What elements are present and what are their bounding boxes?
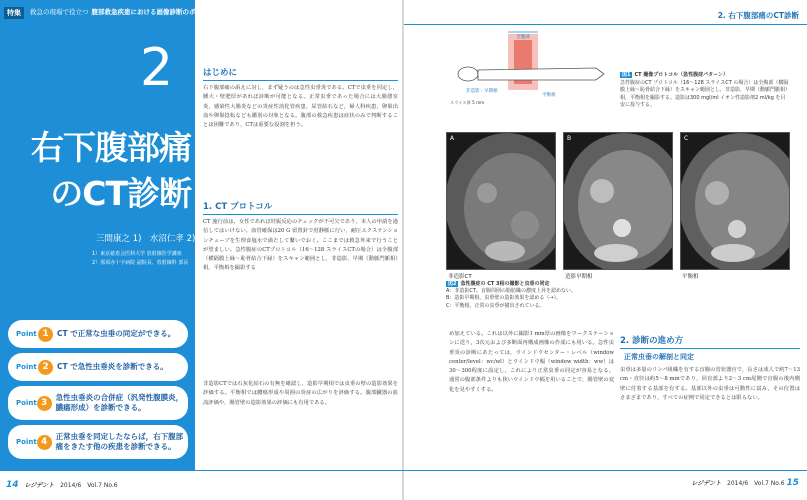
pelvic-bone: [711, 244, 755, 262]
magazine-name: レジデント: [24, 482, 55, 489]
bowel-loop: [511, 211, 539, 239]
point-label: Point: [16, 438, 37, 446]
figure2-caption: [446, 281, 786, 310]
figure1-caption: [620, 72, 790, 110]
point-number-badge: 4: [37, 435, 52, 450]
point-item: [8, 425, 188, 459]
author-names: 三間康之 1) 水沼仁孝 2): [96, 234, 196, 244]
point-item: [8, 353, 188, 381]
point-number-badge: 3: [37, 396, 52, 411]
ct-protocol-heading: 1. CT プロトコル: [203, 200, 398, 215]
header-rule: [404, 24, 807, 25]
right-footer: [691, 478, 799, 488]
chapter-title: 右下腹部痛のCT診断: [31, 128, 191, 213]
figure1-tag: 図1: [622, 72, 631, 78]
point-item: [8, 320, 188, 348]
ct-caption-c: 平衡相: [682, 274, 699, 280]
issue-info: 2014/6 Vol.7 No.6: [60, 482, 118, 489]
footer-rule: [0, 470, 807, 471]
key-points: [8, 320, 188, 464]
noncon-label: 非造影・早期相: [466, 89, 498, 94]
figure2-line: A：非造影CT。盲腸周囲の脂肪織の濃度上昇を認めない。: [446, 288, 576, 295]
left-footer: [6, 480, 118, 490]
right-running-header: 2. 右下腹部痛のCT診断: [717, 11, 799, 20]
ct-protocol-continued: め加えている。これは以外に撮影1 mm厚の画像をワークステーションに送り，3次元および多断面再構成画像の作成にも用いる。急性虫垂炎の診断にあたっては，ウインドウセンター・レベル（window center/level：wc/wl）とウインドウ幅（window width：ww）は30〜300程度に設定し，これにより正常虫垂の同定が容易となる。通常の腹部条件よりも狭いウインドウ幅を用いることで，腸管壁の変化を見やすくする。: [449, 331, 614, 393]
author-affiliations: [92, 250, 188, 268]
ct-image-b: [563, 132, 673, 270]
point-label: Point: [16, 363, 37, 371]
equilibrium-label: 平衡相: [542, 93, 556, 98]
point-item: [8, 386, 188, 420]
figure1-title: CT 撮像プロトコル（急性腹症パターン）: [634, 72, 729, 78]
diagnosis-heading: 2. 診断の進め方: [620, 334, 800, 349]
pelvic-bone: [594, 244, 638, 262]
bowel-loop: [477, 183, 497, 203]
abdomen: [578, 150, 673, 260]
chapter-number: 2: [140, 38, 174, 98]
point-text: 急性虫垂炎の合併症（汎発性腹膜炎，膿瘍形成）を診断できる。: [55, 393, 184, 412]
point-text: 正常虫垂を同定したならば，右下腹部痛をきたす他の疾患を診断できる。: [55, 432, 184, 451]
point-label: Point: [16, 399, 37, 407]
page-number: 14: [6, 480, 19, 490]
ct-caption-a: 非造影CT: [448, 274, 472, 280]
ct-label-a: A: [450, 135, 455, 142]
feature-tag: 特集: [4, 7, 24, 19]
ct-slice-b: [564, 133, 673, 270]
figure2-tag: 図2: [448, 281, 457, 287]
intro-heading: はじめに: [203, 66, 398, 81]
issue-info: 2014/6 Vol.7 No.6: [727, 480, 785, 487]
point-text: CT で急性虫垂炎を診断できる。: [57, 362, 168, 371]
point-number-badge: 2: [38, 360, 53, 375]
figure2-line: C：平衡相。正常の虫垂が描出されている。: [446, 302, 545, 309]
running-header: [30, 7, 215, 16]
body-head: [458, 67, 478, 81]
ct-image-a: [446, 132, 556, 270]
ct-image-c: [680, 132, 790, 270]
figure2-title: 急性腹症の CT 3相の撮影と虫垂の同定: [460, 281, 550, 287]
ct-slice-c: [681, 133, 790, 270]
diagnosis-text: 虫垂は多量のリンパ組織を有する盲腸の管状器官で，長さは成人で約7〜13 cm・直径は約5〜8 mmであり，回盲部より2〜3 cm尾側で盲腸の後内側壁に付着する基部を有する。基部以外の虫垂は可動性に富み，その位置はさまざまであり，すべての症例で同定できるとは限らない。: [620, 367, 800, 401]
figure2-line: B：造影早期相。虫垂壁の造影効果を認める（→）。: [446, 295, 562, 302]
slice-label: スライス厚 5 mm: [450, 100, 485, 105]
intro-text: 右下腹部痛の訴えに対し，まず疑うのは急性虫垂炎である。CTで虫垂を同定し，腫大・壁肥厚があれば診断が可能となる。正常虫垂であった場合には大腸憩室炎，感染性大腸炎などの炎症性消化管疾患，尿管結石など，婦人科疾患，卵巣出血や卵巣捻転なども鑑別の対象となる。腹部の救急疾患は症状のみで判断することは困難であり，CTは重要な役割を担う。: [203, 85, 398, 129]
bowel-loop: [705, 181, 729, 205]
ct-caption-b: 造影早期相: [565, 274, 593, 280]
scan-range-label: 全腹部: [516, 35, 530, 40]
left-page: [0, 0, 403, 500]
ct-protocol-text: CT 施行前は，女性であれば妊娠反応のチェックが不可欠であり，本人の申請を過信してはいけない。血管確保は20 G 留置針で肘静脈に行い，耐圧エクステンションチューブを生理食塩水で満たして繋いでおく。ここまでは救急外来で行うことが望ましい。急性腹症のCTプロトコル（16〜128 スライスCTの場合）は全腹部（横隔膜上縁〜恥骨結合下縁）をスキャン範囲とし，非造影，早期（動脈門脈相）相，平衡相を撮影する: [203, 219, 398, 272]
abdomen: [695, 150, 790, 260]
scan-range-diagram: [446, 30, 614, 108]
point-number-badge: 1: [38, 327, 53, 342]
page-spine: [402, 0, 404, 500]
pelvic-bone: [485, 241, 525, 261]
ct-protocol-text-2: 非造影CTでは石灰化結石の有無を確認し，造影早期相では虫垂の壁の造影効果を評価する。平衡相では膿瘍形成や周囲の炎症の広がりを評価する。腹部臓器の血流評価や，腸管壁の造影効果の評価にも有用である。: [203, 381, 398, 406]
affiliation-2: 2）那須赤十字病院 副院長、放射線科 部長: [92, 260, 189, 266]
ct-image-row: [446, 132, 791, 272]
page-number: 15: [786, 478, 799, 488]
normal-appendix-subheading: 正常虫垂の解剖と同定: [624, 353, 694, 361]
bowel-loop: [590, 179, 614, 203]
magazine-name: レジデント: [691, 480, 722, 487]
ct-label-c: C: [684, 135, 689, 142]
appendix: [728, 220, 746, 238]
figure1-text: 急性腹症のCT プロトコル（16〜128 スライスCT の場合）は全腹部（横隔膜上縁〜恥骨結合下縁）をスキャン範囲とし，非造影，早期（動脈門脈相）相，平衡相を撮影する。造影は300 mgI/ml イオン性造影剤2 ml/kg を目安に投与する。: [620, 79, 791, 108]
point-text: CT で正常な虫垂の同定ができる。: [57, 329, 176, 338]
running-header-title: 腹部救急疾患における画像診断のポイント: [91, 8, 215, 16]
affiliation-1: 1）東京慈恵会医科大学 放射線医学講座: [92, 251, 182, 257]
running-header-subtitle: 救急の現場で役立つ: [30, 8, 89, 16]
body-outline: [478, 68, 604, 80]
ct-label-b: B: [567, 135, 572, 142]
point-label: Point: [16, 330, 37, 338]
ct-slice-a: [447, 133, 556, 270]
appendix: [613, 219, 631, 237]
